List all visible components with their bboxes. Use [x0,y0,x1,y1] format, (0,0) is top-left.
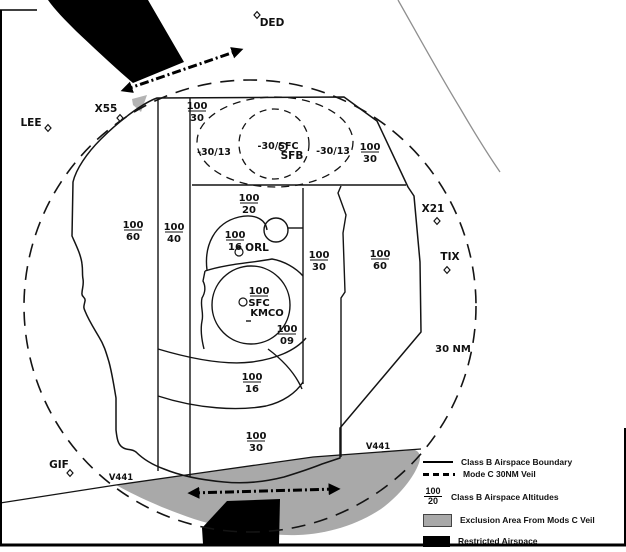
legend-fraction-numerator: 100 [425,486,441,496]
altitude-denominator: 16 [245,384,259,395]
waypoint-gif-label: GIF [49,459,69,471]
legend-item-label: Class B Airspace Altitudes [451,491,559,502]
sfc-area-top-edge [205,259,303,276]
sector-line-jagged-east [338,186,346,457]
waypoint-ded-label: DED [259,17,285,29]
orl-name-label: ORL [245,242,269,254]
altitude-numerator: 100 [122,220,144,231]
altitude-denominator: 30 [363,154,377,165]
altitude-denominator: SFC [248,298,270,309]
sfb-alt-left-label: -30/13 [197,147,231,158]
altitude-numerator: 100 [359,142,381,153]
altitude-numerator: 100 [248,286,270,297]
thirty-nm-label: 30 NM [435,344,471,355]
class-b-altitude-label [277,324,298,347]
altitude-denominator: 60 [373,261,387,272]
altitude-denominator: 16 [228,242,242,253]
waypoint-lee-label: LEE [20,117,42,129]
altitude-numerator: 100 [224,230,246,241]
waypoint-tix-diamond-icon [444,267,450,274]
legend-altitude-fraction-swatch [423,487,443,507]
altitude-denominator: 30 [249,443,263,454]
kmco-symbol-icon [239,298,247,306]
legend-gray-box-swatch-icon [423,514,452,527]
waypoint-x21-label: X21 [421,203,445,215]
shelf-arc-09 [268,349,302,389]
orl-knob-circle [264,218,288,242]
sfb-name-label: SFB [280,150,304,162]
class-b-altitude-label [123,220,144,243]
altitude-numerator: 100 [163,222,185,233]
legend-dashed-line-swatch-icon [423,473,455,476]
altitude-numerator: 100 [369,249,391,260]
altitude-numerator: 100 [276,324,298,335]
kmco-name-label: KMCO [250,308,284,319]
altitude-denominator: 30 [190,113,204,124]
altitude-denominator: 30 [312,262,326,273]
altitude-denominator: 20 [242,205,256,216]
legend-fraction-denominator: 20 [427,496,438,507]
shelf-arc-lower [158,382,303,409]
legend [423,453,625,547]
altitude-denominator: 60 [126,232,140,243]
altitude-numerator: 100 [186,101,208,112]
legend-row-dashed-line [423,469,625,479]
restricted-area-north [48,0,184,83]
legend-item-label: Class B Airspace Boundary [461,457,573,467]
waypoint-lee-diamond-icon [45,125,51,132]
altitude-denominator: 09 [280,336,294,347]
legend-row-gray-box [423,514,625,527]
road-line-northeast [398,0,500,172]
legend-row-fraction [423,487,625,507]
altitude-numerator: 100 [241,372,263,383]
altitude-numerator: 100 [308,250,330,261]
sfc-area-left-edge [201,271,205,349]
class-b-altitude-label [309,250,330,273]
class-b-altitude-label [370,249,391,272]
sfb-alt-inner-label: -30/SFC [257,141,299,152]
waypoint-x21-diamond-icon [434,218,440,225]
class-b-altitude-label [246,431,267,454]
legend-row-solid-line [423,457,625,467]
class-b-altitude-label [242,372,263,395]
altitude-denominator: 40 [167,234,181,245]
altitude-numerator: 100 [245,431,267,442]
legend-item-label: Mode C 30NM Veil [463,469,536,479]
legend-black-box-swatch-icon [423,536,450,547]
legend-item-label: Exclusion Area From Mods C Veil [460,515,595,526]
sfb-alt-right-label: -30/13 [316,146,350,157]
class-b-altitude-label [164,222,185,245]
legend-item-label: Restricted Airspace [458,536,538,547]
legend-solid-line-swatch-icon [423,461,453,463]
altitude-numerator: 100 [238,193,260,204]
waypoint-x55-label: X55 [94,103,118,115]
class-b-altitude-label [248,286,269,309]
waypoint-tix-label: TIX [440,251,460,263]
class-b-altitude-label [239,193,260,216]
v441-southeast-label: V441 [365,442,391,452]
class-b-altitude-label [360,142,381,165]
legend-row-black-box [423,536,625,547]
class-b-altitude-label [187,101,208,124]
v441-southwest-label: V441 [108,473,134,483]
